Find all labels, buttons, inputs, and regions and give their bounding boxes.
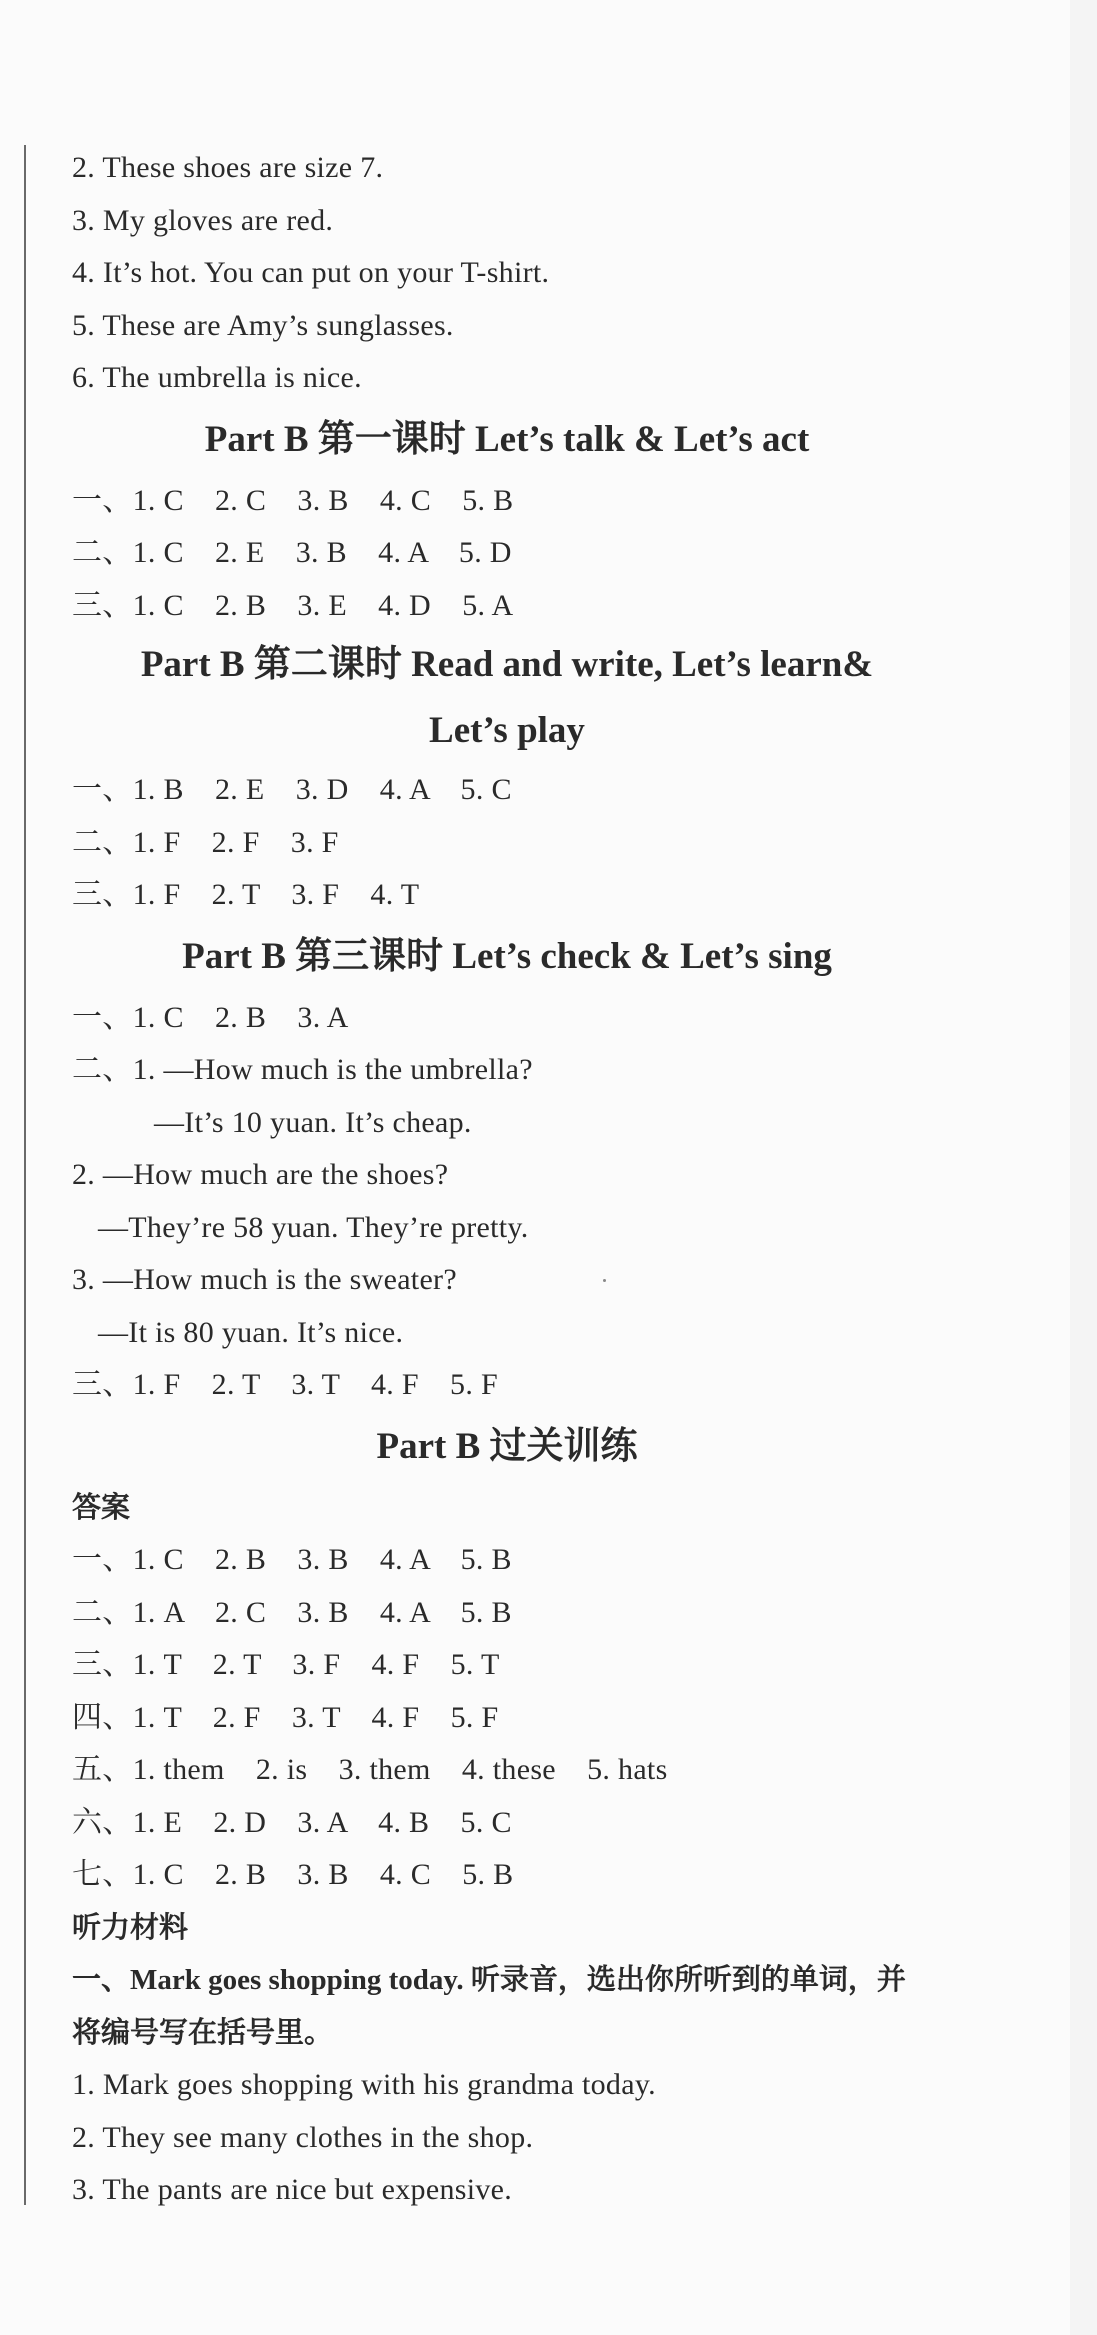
answer-line: 三、1. C 2. B 3. E 4. D 5. A [72,588,514,622]
lesson1-heading: Part B 第一课时 Let’s talk & Let’s act [204,418,810,460]
answer-line: 五、1. them 2. is 3. them 4. these 5. hats [72,1753,668,1786]
lesson2-heading: Part B 第二课时 Read and write, Let’s learn& [140,644,874,685]
answer-key-content [72,142,1002,2217]
answer-line: —It is 80 yuan. It’s nice. [98,1315,404,1349]
answer-line: —They’re 58 yuan. They’re pretty. [98,1210,529,1244]
listening-line: 1. Mark goes shopping with his grandma today. [72,2068,656,2101]
answer-line: 3. —How much is the sweater? [72,1263,457,1296]
lesson3-heading: Part B 第三课时 Let’s check & Let’s sing [182,935,832,977]
answer-line: 三、1. F 2. T 3. F 4. T [72,878,420,911]
answer-line: 二、1. —How much is the umbrella? [72,1053,533,1086]
answer-line: 七、1. C 2. B 3. B 4. C 5. B [72,1858,514,1891]
answer-line: 一、1. C 2. B 3. A [72,1000,349,1034]
answer-line: 2. —How much are the shoes? [72,1158,449,1191]
answer-line: 三、1. T 2. T 3. F 4. F 5. T [72,1648,500,1681]
listening-line: 2. They see many clothes in the shop. [72,2120,534,2154]
answer-line: 6. The umbrella is nice. [72,361,362,394]
answer-line: 四、1. T 2. F 3. T 4. F 5. F [72,1700,499,1734]
answer-line: 5. These are Amy’s sunglasses. [72,308,454,342]
answer-line: 3. My gloves are red. [72,203,334,237]
answer-line: 一、1. C 2. C 3. B 4. C 5. B [72,483,514,517]
lesson2-heading-cont: Let’s play [429,710,585,751]
review-heading: Part B 过关训练 [376,1425,638,1467]
answer-line: 二、1. C 2. E 3. B 4. A 5. D [72,536,512,569]
answer-line: —It’s 10 yuan. It’s cheap. [154,1105,472,1139]
listening-label: 听力材料 [72,1911,189,1944]
answer-line: 二、1. F 2. F 3. F [72,825,339,859]
listening-instruction-cont: 将编号写在括号里。 [72,2016,334,2049]
answer-line: 一、1. C 2. B 3. B 4. A 5. B [72,1543,512,1576]
answers-label: 答案 [72,1491,131,1524]
answer-line: 六、1. E 2. D 3. A 4. B 5. C [72,1805,512,1839]
listening-line: 3. The pants are nice but expensive. [72,2173,513,2206]
answer-line: 二、1. A 2. C 3. B 4. A 5. B [72,1595,512,1629]
answer-line: 三、1. F 2. T 3. T 4. F 5. F [72,1368,498,1401]
listening-instruction: 一、Mark goes shopping today. 听录音，选出你所听到的单词，并 [72,1964,906,1996]
answer-line: 4. It’s hot. You can put on your T-shirt. [72,256,550,289]
answer-line: 2. These shoes are size 7. [72,151,384,184]
answer-line: 一、1. B 2. E 3. D 4. A 5. C [72,773,512,806]
